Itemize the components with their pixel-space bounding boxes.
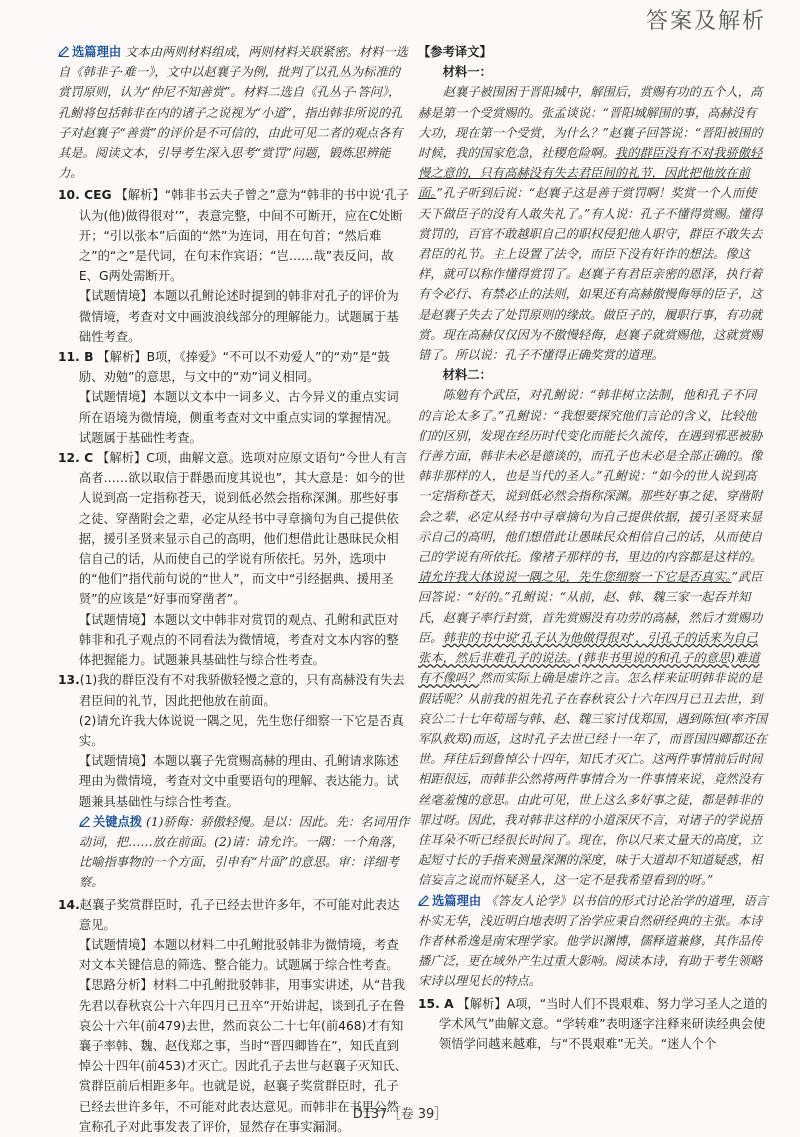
page-footer: D137［卷 39］: [352, 1107, 448, 1122]
reason-tag: 选篇理由: [418, 893, 481, 908]
intro-text: 文本由两则材料组成，两则材料关联紧密。材料一选自《韩非子·难一》，文中以赵襄子为例，批判了以孔丛为标准的赏罚原则，认为“仲尼不知善赏”。材料二选自《孔丛子·答问》，孔鲋将包括韩非在内的诸子之说视为“小道”，指出韩非所说的孔子对赵襄子“善赏”的评价是不可信的，由此可见二者的观点各有其是。阅读文本，引导考生深入思考“赏罚”问题，锻炼思辨能力。: [58, 45, 408, 181]
material-2-text: 陈勉有个武臣，对孔鲋说：“韩非树立法制，他和孔子不同的言论太多了。”孔鲋说：“我想要探究他们言论的含义，比较他们的区别，发现在经历时代变化而能长久流传，在遇到邪恶被胁行善方面，韩非未必是德谈的，而孔子也未必是全部正确的。像韩非那样的人，也是当代的圣人。”孔鲋说：“如今的世人说到高一定指称苍天，说到低必然会指称深渊。那些好事之徒、穿凿附会之辈，必定从经书中寻章摘句为自己提供依据，援引圣贤来显示自己的高明，他们想借此让愚昧民众相信自己的话，从而使自己的学说有所依托。像褚子那样的书，里边的内容都是这样的。请允许我大体说说一隅之见，先生您细察一下它是否真实。”武臣回答说：“好的。”孔鲋说：“从前，赵、韩、魏三家一起吞并知氏，赵襄子率行封赏，首先赏赐没有功劳的高赫，然后才赏赐功臣。韩非的书中说‘孔子认为他做得很对’，引孔子的话来为自己张本，然后非难孔子的说法。(韩非书里说的和孔子的意思)难道有不像吗？然而实际上确是虚许之言。怎么样来证明韩非说的是假话呢？从前我的祖先孔子在春秋哀公十六年四月已丑去世，到哀公二十七年荀瑶与韩、赵、魏三家讨伐郑国，遇到陈恒(率齐国军队救郑)而返，这时孔子去世已经十一年了，而晋国四卿都还在世。拜往后到鲁悼公十四年，知氏才灭亡。这两件事情前后时间相距很远，而韩非公然将两件事情合为一件事情来说，竟然没有丝毫羞愧的意思。由此可见，世上这么多好事之徒，都是韩非的罪过呀。因此，我对韩非这样的小道深厌不言，对诸子的学说捂住耳朵不听已经很长时间了。现在，你以尺来丈量天的高度，立起短寸长的手指来测量深渊的深度，味于大道却不知道疑惑，相信妄言之说而怀疑圣人，这一定不是我希望看到的呀。”: [418, 388, 768, 888]
q10-text: 【解析】“韩非书云夫子曾之”意为“韩非的书中说‘孔子认为(他)做得很对’”，表意完整，中间不可断开，应在C处断开；“引以张本”后面的“然”为连词，用在句首；“然后难之”的“之”是代词，在句末作宾语；“岂……哉”表反问，故E、G两处需断开。: [78, 188, 410, 284]
q14-context: 【试题情境】本题以材料二中孔鲋批驳韩非为微情境，考查对文本关键信息的筛选、整合能力。试题属于综合性考查。: [78, 937, 399, 973]
material-1-title: 材料一：: [442, 65, 492, 80]
q11-answer: [58, 347, 410, 387]
m2-wavy: 韩非的书中说‘孔子认为他做得很对’，引孔子的话来为自己张本，然后非难孔子的说法。(韩非书里说的和孔子的意思)难道有不像吗？: [418, 630, 760, 686]
reference-title: 【参考译文】: [418, 45, 492, 59]
q13-item-2: (2)请允许我大体说说一隅之见，先生您仔细察一下它是否真实。: [78, 713, 404, 748]
pencil-icon: [58, 45, 70, 57]
q13-keypoint: [58, 812, 410, 893]
m2-underlined: 请允许我大体说说一隅之见，先生您细察一下它是否真实。: [418, 570, 732, 585]
q10-head: 10. CEG: [58, 188, 112, 203]
q11-text: 【解析】B项，《捧爱》“不可以不劝爱人”的“劝”是“鼓励、劝勉”的意思，与文中的“劝”词义相同。: [78, 350, 390, 385]
q14-answer: [58, 895, 410, 935]
q13-head: 13.: [58, 673, 80, 688]
q14-text: 赵襄子奖赏群臣时，孔子已经去世许多年，不可能对此表达意见。: [78, 897, 400, 932]
q15-answer: [418, 994, 768, 1055]
right-column: [418, 42, 768, 1054]
q12-text: 【解析】C项，曲解文意。选项对应原文语句“今世人有言高者……欲以取信于群愚而度其说也”，其大意是：如今的世人说到高一定指称苍天，说到低必然会指称深渊。那些好事之徒、穿凿附会之辈，必定从经书中寻章摘句为自己提供依据，援引圣贤来显示自己的高明，他们想借此让愚昧民众相信自己的话，从而使自己的学说有所依托。另外，选项中的“他们”指代前句说的“世人”，而文中“引经据典、援用圣贤”的应该是“好事而穿凿者”。: [78, 451, 408, 607]
intro-paragraph: [58, 42, 410, 183]
q12-answer: [58, 448, 410, 610]
q14-analysis: 【思路分析】材料二中孔鲋批驳韩非，用事实讲述，从“昔我先君以春秋哀公十六年四月已丑卒”开始讲起，谈到孔子在鲁哀公十六年(前479)去世，然而哀公二十七年(前468)才有知襄子率韩、魏、赵伐郑之事，当时“晋四卿皆在”，知氏直到悼公十四年(前453)才灭亡。因此孔子去世与赵襄子灭知氏、赏群臣前后相距多年。也就是说，赵襄子奖赏群臣时，孔子已经去世许多年，不可能对此表达意见。而韩非在书里公然宣称孔子对此事发表了评价，显然存在事实漏洞。: [78, 978, 408, 1134]
q13-answer: [58, 670, 410, 710]
q13-context: 【试题情境】本题以襄子先赏赐高赫的理由、孔鲋请求陈述理由为微情境，考查对文中重要语句的理解、表达能力。试题兼具基础性与综合性考查。: [78, 754, 399, 809]
q10-context: 【试题情境】本题以孔鲋论述时提到的韩非对孔子的评价为微情境，考查对文中画波浪线部分的理解能力。试题属于基础性考查。: [78, 289, 399, 344]
reason-paragraph: [418, 891, 768, 992]
q15-head: 15. A: [418, 996, 454, 1011]
keypoint-tag: 关键点拨: [79, 814, 142, 829]
keypoint-text: (1)骄侮：骄傲轻慢。是以：因此。先：名词用作动词，把……放在前面。(2)请：请允许。一隅：一个角落，比喻指事物的一个方面，引申有“片面”的意思。审：详细考察。: [78, 814, 410, 890]
q10-answer: [58, 185, 410, 286]
q15-text: 【解析】A项，“当时人们不畏艰难、努力学习圣人之道的学术风气”曲解文意。“学转难”表明逐字注释来研读经典会使领悟学问越来越难，与“不畏艰难”无关。“迷人个个: [438, 996, 768, 1051]
material-1-text: 赵襄子被围困于晋阳城中，解围后，赏赐有功的五个人，高赫是第一个受赏赐的。张孟谈说：“晋阳城解围的事，高赫没有大功，现在第一个受赏，为什么？”赵襄子回答说：“晋阳被围的时候，我的国家危急，社稷危险啊。我的群臣没有不对我骄傲轻慢之意的，只有高赫没有失去君臣间的礼节，因此把他放在前面。”孔子听到后说：“赵襄子这是善于赏罚啊！奖赏一个人而使天下做臣子的没有人敢失礼了。”有人说：孔子不懂得赏赐。懂得赏罚的，百官不敢越职自己的职权侵犯他人职守，群臣不敢失去君臣的礼节。主上设置了法令，而臣下没有奸诈的想法。像这样，就可以称作懂得赏罚了。赵襄子有君臣亲密的恩泽，执行着有令必行、有禁必止的法则，如果还有高赫傲慢侮辱的臣子，这是赵襄子失去了处罚原则的缘故。做臣子的，履职行事，有功就赏。现在高赫仅仅因为不傲慢轻侮，赵襄子就赏赐他，这就赏赐错了。所以说：孔子不懂得正确奖赏的道理。: [418, 85, 763, 363]
m1-underlined: 我的群臣没有不对我骄傲轻慢之意的，只有高赫没有失去君臣间的礼节，因此把他放在前面。: [418, 146, 763, 201]
q12-context: 【试题情境】本题以文中韩非对赏罚的观点、孔鲋和武臣对韩非和孔子观点的不同看法为微情境，考查对文本内容的整体把握能力。试题兼具基础性与综合性考查。: [78, 612, 399, 668]
intro-tag: 选篇理由: [58, 44, 121, 59]
q14-head: 14.: [58, 897, 80, 912]
material-2-title: 材料二：: [442, 368, 492, 383]
left-column: [58, 42, 410, 1137]
pencil-icon: [418, 894, 430, 906]
reason-text: 《答友人论学》以书信的形式讨论治学的道理，语言朴实无华，浅近明白地表明了治学应秉自然研经典的主张。本诗作者林希逸是南宋理学家。他学识渊博，儒释道兼修，其作品传播广泛，更在域外产生过重大影响。阅读本诗，有助于考生领略宋诗以理见长的特点。: [418, 893, 768, 989]
page-header: 答案及解析: [645, 9, 766, 34]
q11-head: 11. B: [58, 350, 94, 365]
q13-item-1: (1)我的群臣没有不对我骄傲轻慢之意的，只有高赫没有失去君臣间的礼节，因此把他放在前面。: [78, 673, 405, 708]
q11-context: 【试题情境】本题以文本中一词多义、古今异义的重点实词所在语境为微情境，侧重考查对文中重点实词的掌握情况。试题属于基础性考查。: [78, 390, 399, 445]
pencil-icon: [79, 815, 91, 827]
q12-head: 12. C: [58, 451, 94, 466]
